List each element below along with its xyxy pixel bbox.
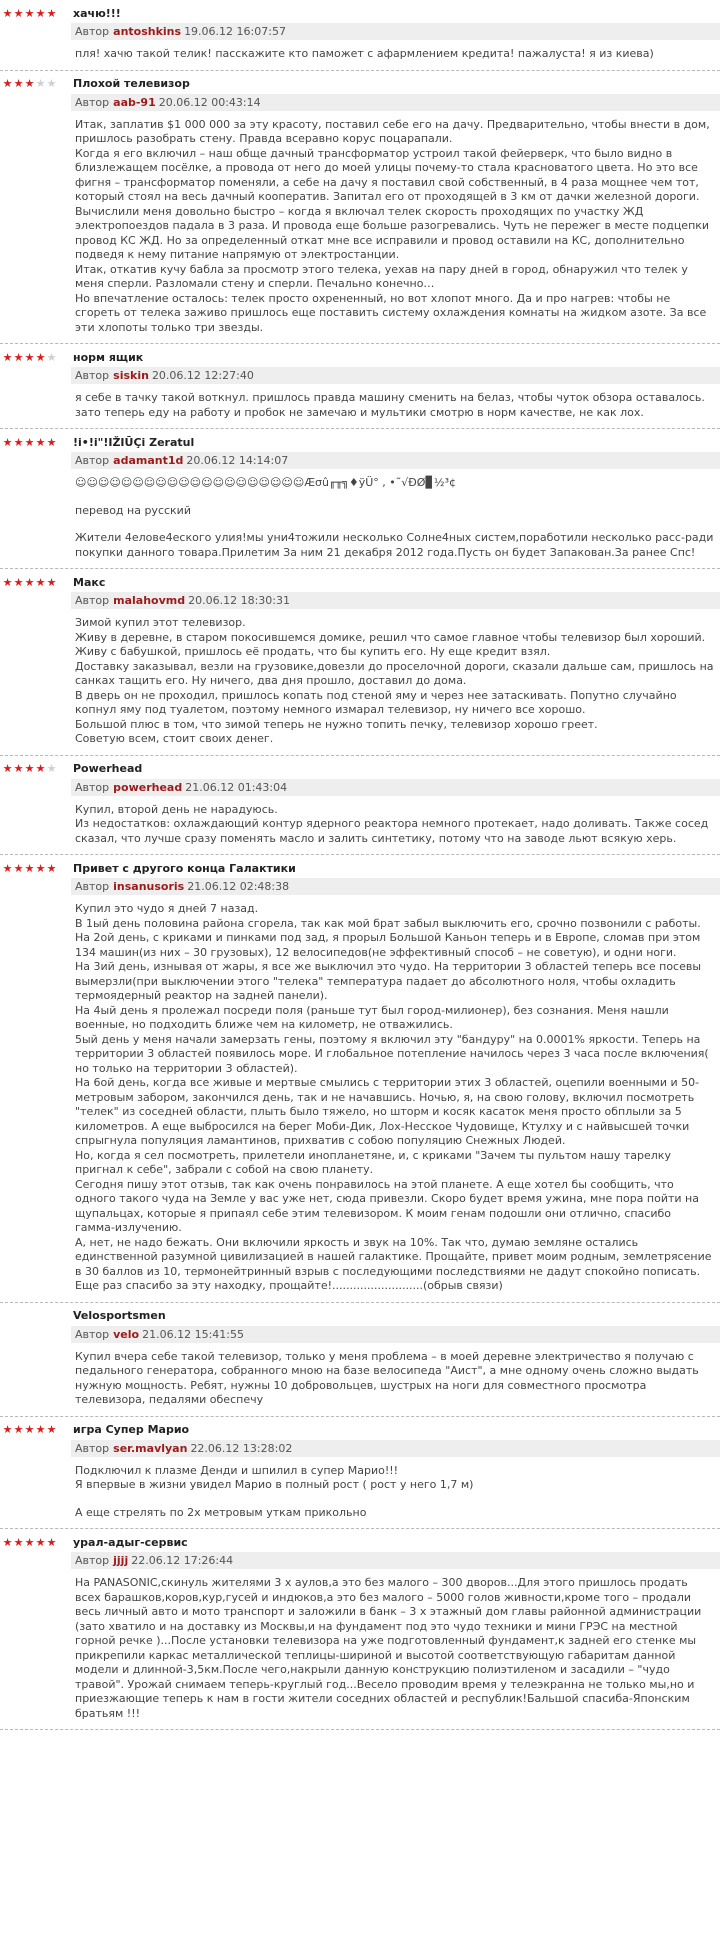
review-paragraph: я себе в тачку такой воткнул. пришлось правда машину сменить на белаз, чтобы чуток обзора оставалось. зато теперь еду на работу и пробок не замечаю и мультики смотрю в норм качестве, не как лох. — [75, 391, 709, 419]
star-icon: ★ — [13, 350, 24, 364]
star-icon: ★ — [46, 6, 57, 20]
review-header — [0, 347, 720, 367]
star-icon: ★ — [35, 762, 46, 775]
review-title: Плохой телевизор — [73, 77, 190, 90]
star-icon: ★ — [35, 1535, 46, 1549]
rating-stars — [0, 352, 73, 363]
author-prefix: Автор — [75, 25, 110, 38]
review-header — [0, 1306, 720, 1326]
star-icon: ★ — [2, 1535, 13, 1549]
review-paragraph: пля! хачю такой телик! пасскажите кто паможет с афармлением кредита! пажалуста! я из киева) — [75, 47, 654, 60]
review-header — [0, 759, 720, 779]
review-meta — [71, 592, 720, 609]
star-icon: ★ — [2, 435, 13, 449]
review-title: Powerhead — [73, 762, 143, 775]
review-title: !i•!i"!ІŽIŪÇi Zeratul — [73, 435, 195, 449]
star-icon: ★ — [2, 77, 13, 90]
author-link[interactable]: malahovmd — [113, 594, 186, 607]
star-icon: ★ — [35, 6, 46, 20]
star-icon: ★ — [2, 1423, 13, 1436]
star-icon: ★ — [2, 575, 13, 589]
star-icon: ★ — [46, 350, 57, 364]
star-icon: ★ — [13, 1535, 24, 1549]
review-header — [0, 572, 720, 592]
review-meta — [71, 1552, 720, 1569]
author-prefix: Автор — [75, 454, 110, 467]
star-icon: ★ — [24, 1423, 35, 1436]
star-icon: ★ — [13, 6, 24, 20]
star-icon: ★ — [46, 762, 57, 775]
star-icon: ★ — [13, 77, 24, 90]
star-icon: ★ — [35, 77, 46, 90]
star-icon: ★ — [13, 861, 24, 875]
star-icon: ★ — [46, 435, 57, 449]
author-prefix: Автор — [75, 369, 110, 382]
review-meta — [71, 23, 720, 40]
review-header — [0, 74, 720, 94]
author-prefix: Автор — [75, 1327, 110, 1341]
star-icon: ★ — [46, 1423, 57, 1436]
review-date: 22.06.12 13:28:02 — [190, 1441, 293, 1455]
author-link[interactable]: siskin — [113, 369, 149, 382]
review-paragraph: перевод на русский — [75, 503, 191, 517]
review-date: 20.06.12 14:14:07 — [186, 454, 289, 467]
rating-stars — [0, 577, 73, 588]
review-title: Привет с другого конца Галактики — [73, 861, 296, 875]
star-icon: ★ — [13, 762, 24, 775]
review-body — [75, 469, 720, 560]
review-item — [0, 71, 720, 345]
review-title: Velosportsmen — [73, 1309, 166, 1322]
star-icon: ★ — [35, 1423, 46, 1436]
review-meta — [71, 94, 720, 111]
rating-stars — [0, 1537, 73, 1548]
review-body — [75, 1343, 720, 1408]
star-icon: ★ — [46, 1535, 57, 1549]
review-date: 21.06.12 15:41:55 — [142, 1327, 244, 1341]
star-icon: ★ — [13, 575, 24, 589]
review-body — [75, 384, 720, 420]
review-title: урал-адыг-сервис — [73, 1535, 188, 1549]
review-body — [75, 1569, 720, 1721]
review-paragraph: ☺☺☺☺☺☺☺☺☺☺☺☺☺☺☺☺☺☺☺☺Æσû╓╥╗♦ÿÜ° , •˜√ÐØ▊½³¢ — [75, 476, 456, 489]
review-item — [0, 1529, 720, 1730]
review-date: 19.06.12 16:07:57 — [184, 25, 286, 38]
review-header — [0, 858, 720, 878]
rating-stars — [0, 763, 73, 774]
author-link[interactable]: antoshkins — [113, 25, 182, 38]
review-paragraph: Купил, второй день не нарадуюсь. Из недостатков: охлаждающий контур ядерного реактора немного протекает, надо доливать. Также сосед сказал, что лучше сразу поменять масло и залить синтетику, потому что на заводе льют всякую херь. — [75, 802, 709, 845]
star-icon: ★ — [24, 1535, 35, 1549]
author-link[interactable]: aab-91 — [113, 95, 156, 109]
author-prefix: Автор — [75, 1441, 110, 1455]
rating-stars — [0, 437, 73, 448]
star-icon: ★ — [24, 861, 35, 875]
review-meta — [71, 878, 720, 895]
review-item — [0, 756, 720, 856]
author-link[interactable]: adamant1d — [113, 454, 184, 467]
review-item — [0, 855, 720, 1303]
review-header — [0, 1532, 720, 1552]
review-paragraph: А еще стрелять по 2х метровым уткам прикольно — [75, 1505, 367, 1519]
review-title: норм ящик — [73, 350, 144, 364]
star-icon: ★ — [35, 350, 46, 364]
author-prefix: Автор — [75, 1554, 110, 1567]
rating-stars — [0, 863, 73, 874]
rating-stars — [0, 1424, 73, 1435]
review-item — [0, 344, 720, 429]
star-icon: ★ — [46, 77, 57, 90]
star-icon: ★ — [35, 435, 46, 449]
review-date: 20.06.12 18:30:31 — [188, 594, 291, 607]
star-icon: ★ — [2, 762, 13, 775]
star-icon: ★ — [13, 435, 24, 449]
review-date: 21.06.12 02:48:38 — [187, 880, 290, 893]
review-title: игра Супер Марио — [73, 1423, 190, 1436]
review-item — [0, 1303, 720, 1417]
review-paragraph: Купил вчера себе такой телевизор, только у меня проблема – в моей деревне электричество я получаю с педального генератора, собранного мною на базе велосипеда "Аист", а мне одному очень сложно выдать нужную мощность. Ребят, нужны 10 добровольцев, шустрых на ноги для совместного просмотра телевизора, педалями обеспечу — [75, 1349, 703, 1406]
author-link[interactable]: ser.mavlyan — [113, 1441, 188, 1455]
review-meta — [71, 1440, 720, 1457]
review-date: 22.06.12 17:26:44 — [131, 1554, 234, 1567]
star-icon: ★ — [46, 575, 57, 589]
star-icon: ★ — [2, 6, 13, 20]
review-item — [0, 1417, 720, 1530]
author-prefix: Автор — [75, 95, 110, 109]
star-icon: ★ — [24, 435, 35, 449]
review-meta — [71, 779, 720, 796]
review-body — [75, 1457, 720, 1521]
review-title: хачю!!! — [73, 6, 121, 20]
star-icon: ★ — [2, 861, 13, 875]
review-meta — [71, 452, 720, 469]
review-header — [0, 1420, 720, 1440]
review-paragraph: Итак, заплатив $1 000 000 за эту красоту, поставил себе его на дачу. Предварительно, чтобы внести в дом, пришлось разобрать стену. Правда всеравно корус поцарапали. Когда я его включил – наш обще дачный трансформатор устроил такой фейерверк, что было видно в близлежащем посёлке, а провода от него до моей улицы почему-то стала красноватого цвета. Но это все фигня – трансформатор поменяли, а себе на дачу я поставил свой собственный, в 4 раза мощнее чем тот, который стоял на весь дачный кооператив. Запитал его от проходящей в 3 км от дачки железной дороги. Вычислили меня довольно быстро – когда я включал телек скорость проходящих по участку ЖД электропоездов падала в 3 раза. И провода еще больше разогревались. Чуть не пережег в месте подцепки провод КС ЖД. Но за определенный откат мне все исправили и провод оставили на КС, дополнительно подведя к нему питание напрямую от электростанции. Итак, откатив кучу бабла за просмотр этого телека, уехав на пару дней в город, обнаружил что телек у меня сперли. Разломали стену и сперли. Печально конечно… Но впечатление осталось: телек просто охрененный, но вот хлопот много. Да и про нагрев: чтобы не сгореть от телека заживо пришлось еще поставить систему охлаждения комнаты на жидком азоте. За все эти хлопоты только три звезды. — [75, 117, 710, 334]
author-prefix: Автор — [75, 780, 110, 794]
star-icon: ★ — [24, 575, 35, 589]
star-icon: ★ — [24, 77, 35, 90]
review-header — [0, 3, 720, 23]
star-icon: ★ — [35, 861, 46, 875]
author-prefix: Автор — [75, 594, 110, 607]
review-body — [75, 111, 720, 336]
review-body — [75, 40, 720, 62]
review-paragraph: Зимой купил этот телевизор. Живу в деревне, в старом покосившемся домике, решил что самое главное чтобы телевизор был хороший. Живу с бабушкой, пришлось её продать, что бы купить его. Ну еще кредит взял. Доставку заказывал, везли на грузовике,довезли до проселочной дороги, сказали дальше сам, пришлось на санках тащить его. Ну ничего, два дня прошло, доставил до дома. В дверь он не проходил, пришлось копать под стеной яму и через нее затаскивать. Попутно случайно копнул яму под туалетом, поэтому немного измарал телевизор, ну ничего все хорошо. Большой плюс в том, что зимой теперь не нужно топить печку, телевизор хорошо греет. Советую всем, стоит своих денег. — [75, 616, 714, 745]
review-header — [0, 432, 720, 452]
review-date: 21.06.12 01:43:04 — [185, 780, 288, 794]
author-link[interactable]: insanusoris — [113, 880, 185, 893]
review-title: Макс — [73, 575, 106, 589]
review-meta — [71, 1326, 720, 1343]
review-body — [75, 796, 720, 847]
review-paragraph: Купил это чудо я дней 7 назад. В 1ый день половина района сгорела, так как мой брат забыл выключить его, срочно позвонили с работы. На 2ой день, с криками и пинками под зад, я прорыл Большой Каньон теперь и в Европе, сломав при этом 134 машин(из них – 30 грузовых), 12 велосипедов(не эффективный способ – не советую), и одни ноги. На 3ий день, изнывая от жары, я все же выключил это чудо. На территории 3 областей теперь все посевы вымерзли(при выключении этого "телека" температура падает до абсолютного ноля, чтобы охладить термоядерный реактор на задней панели). На 4ый день я пролежал посреди поля (раньше тут был город-милионер), без сознания. Меня нашли военные, но подходить ближе чем на километр, не отважились. 5ый день у меня начали замерзать гены, поэтому я включил эту "бандуру" на 0.0001% яркости. Теперь на территории 3 областей появилось море. И глобальное потепление начилось через 3 часа после включения( но только на территории 3 областей). На 6ой день, когда все живые и мертвые смылись с территории этих 3 областей, оцепили военными и 50-метровым забором, закончился день, так и не начавшись. Ночью, я, на свою голову, включил посмотреть "телек" из соседней области, плыть было тяжело, но шторм и косяк касаток меня просто обплыли за 5 километров. А еще выбросился на берег Моби-Дик, Лох-Несское Чудовище, Ктулху и с найвысшей точки спрыгнула популяция ламантинов, прихватив с собою популяцию Снежных Людей. Но, когда я сел посмотреть, прилетели инопланетяне, и, с криками "Зачем ты пультом нашу тарелку пригнал к себе", забрали с собой на свою планету. Сегодня пишу этот отзыв, так как очень понравилось на этой планете. А еще хотел бы сообщить, что одного такого чуда на Земле у вас уже нет, сюда привезли. Скоро будет время ужина, мне пора пойти на щупальцах, которые я припаял себе этим телевизором. К моим генам подошли они отлично, спасибо гамма-излучению. А, нет, не надо бежать. Они включили яркость и звук на 10%. Так что, думаю земляне остались единственной разумной цивилизацией в нашей галактике. Прощайте, привет моим родным, землетрясение в 30 баллов из 10, термонейтринный взрыв с последующими последствиями не дадут спокойно пописать. Еще раз спасибо за эту находку, прощайте!..........................(обрыв связи) — [75, 902, 712, 1292]
author-link[interactable]: velo — [113, 1327, 140, 1341]
review-paragraph: Подключил к плазме Денди и шпилил в супер Марио!!! Я впервые в жизни увидел Марио в полный рост ( рост у него 1,7 м) — [75, 1463, 474, 1491]
star-icon: ★ — [35, 575, 46, 589]
review-date: 20.06.12 00:43:14 — [158, 95, 261, 109]
star-icon: ★ — [2, 350, 13, 364]
author-link[interactable]: powerhead — [113, 780, 183, 794]
author-prefix: Автор — [75, 880, 110, 893]
star-icon: ★ — [24, 762, 35, 775]
star-icon: ★ — [13, 1423, 24, 1436]
author-link[interactable]: jjjj — [113, 1554, 129, 1567]
star-icon: ★ — [24, 6, 35, 20]
review-paragraph: На PANASONIC,скинуль жителями 3 х аулов,а это без малого – 300 дворов...Для этого пришлось продать всех барашков,коров,кур,гусей и индюков,а это без малого – 5000 голов живности,кроме того – продали весь личный авто и мото транспорт и заложили в банк – 3 х этажный дом главы районной администрации (зато хватило и на доставку из Москвы,и на фундамент под это чудо техники и мини ГРЭС на местной горной речке )...После установки телевизора на уже подготовленный фундамент,к задней его стенке мы прикрепили каркас металлической теплицы-шириной и высотой соответствующую габаритам данной модели и длинной-3,5км.После чего,накрыли данную конструкцию полиэтиленом и засадили – "чудо травой". Урожай снимаем теперь-круглый год...Весело проводим время у телеэкранна не только мы,но и приезжающие теперь к нам в гости жители соседних областей и республик!Бальшой спасиба-Японским братьям !!! — [75, 1576, 705, 1720]
rating-stars — [0, 8, 73, 19]
review-item — [0, 0, 720, 71]
review-item — [0, 569, 720, 756]
review-body — [75, 609, 720, 747]
review-paragraph: Жители 4елове4еского улия!мы уни4тожили несколько Солне4ных систем,поработили несколько расс-ради покупки данного товара.Прилетим За ним 21 декабря 2012 года.Пусть он будет Запакован.За ранее Спс! — [75, 531, 717, 559]
star-icon: ★ — [46, 861, 57, 875]
review-item — [0, 429, 720, 569]
review-meta — [71, 367, 720, 384]
rating-stars — [0, 78, 73, 89]
review-date: 20.06.12 12:27:40 — [151, 369, 254, 382]
star-icon: ★ — [24, 350, 35, 364]
review-body — [75, 895, 720, 1294]
